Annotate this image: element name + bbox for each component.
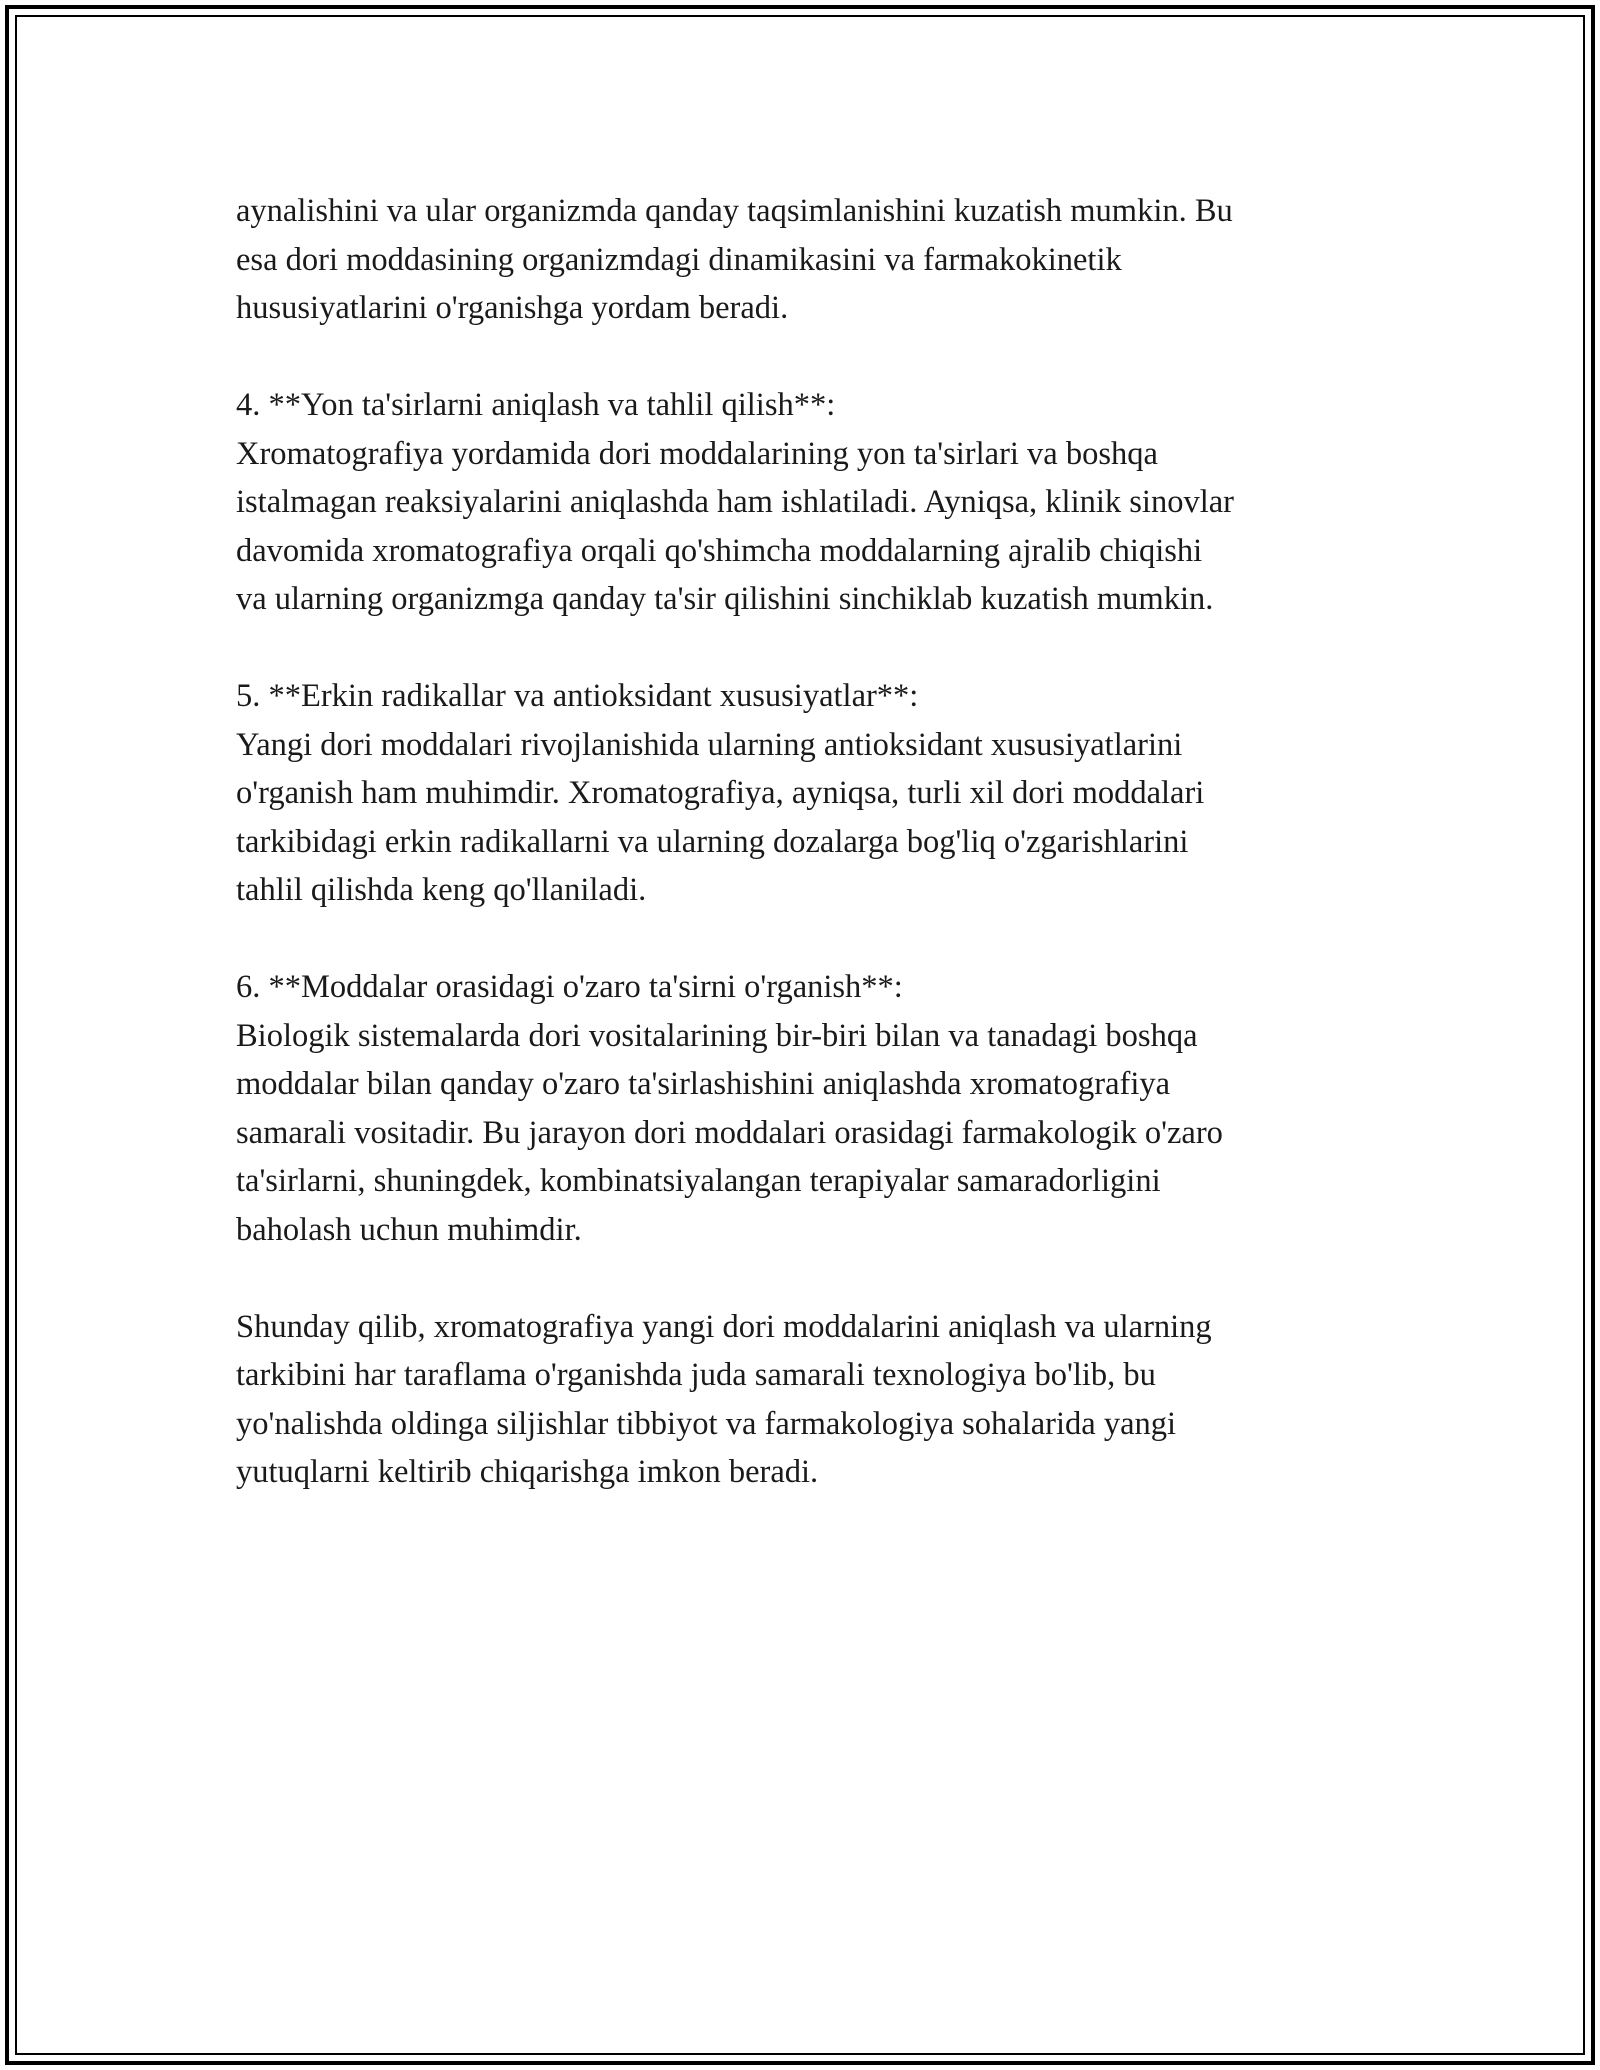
text-line: esa dori moddasining organizmdagi dinamikasini va farmakokinetik [236, 241, 1122, 278]
section-6 [236, 963, 1386, 1254]
text-line: Biologik sistemalarda dori vositalarining bir-biri bilan va tanadagi boshqa [236, 1017, 1198, 1054]
section-5 [236, 672, 1386, 915]
text-line: ta'sirlarni, shuningdek, kombinatsiyalangan terapiyalar samaradorligini [236, 1163, 1161, 1199]
text-line: aynalishini va ular organizmda qanday taqsimlanishini kuzatish mumkin. Bu [236, 193, 1233, 229]
text-line: samarali vositadir. Bu jarayon dori moddalari orasidagi farmakologik o'zaro [236, 1114, 1223, 1151]
text-line: istalmagan reaksiyalarini aniqlashda ham ishlatiladi. Ayniqsa, klinik sinovlar [236, 484, 1234, 520]
text-line: Xromatografiya yordamida dori moddalarining yon ta'sirlari va boshqa [236, 435, 1158, 472]
text-line: moddalar bilan qanday o'zaro ta'sirlashishini aniqlashda xromatografiya [236, 1066, 1171, 1102]
section-heading: 4. **Yon ta'sirlarni aniqlash va tahlil qilish**: [236, 387, 836, 423]
section-4 [236, 381, 1386, 624]
conclusion-paragraph [236, 1303, 1386, 1497]
text-line: tahlil qilishda keng qo'llaniladi. [236, 872, 647, 908]
text-line: o'rganish ham muhimdir. Xromatografiya, ayniqsa, turli xil dori moddalari [236, 775, 1205, 811]
paragraph-intro-continuation [236, 187, 1386, 333]
text-line: Shunday qilib, xromatografiya yangi dori moddalarini aniqlash va ularning [236, 1308, 1212, 1345]
document-body [236, 187, 1386, 1497]
text-line: va ularning organizmga qanday ta'sir qilishini sinchiklab kuzatish mumkin. [236, 581, 1214, 617]
text-line: yutuqlarni keltirib chiqarishga imkon beradi. [236, 1454, 819, 1490]
text-line: tarkibini har taraflama o'rganishda juda samarali texnologiya bo'lib, bu [236, 1357, 1156, 1393]
text-line: yo'nalishda oldinga siljishlar tibbiyot va farmakologiya sohalarida yangi [236, 1405, 1177, 1442]
text-line: tarkibidagi erkin radikallarni va ularning dozalarga bog'liq o'zgarishlarini [236, 823, 1189, 860]
text-line: baholash uchun muhimdir. [236, 1211, 582, 1248]
text-line: davomida xromatografiya orqali qo'shimcha moddalarning ajralib chiqishi [236, 532, 1203, 569]
section-heading: 5. **Erkin radikallar va antioksidant xususiyatlar**: [236, 678, 919, 714]
text-line: hususiyatlarini o'rganishga yordam beradi. [236, 290, 789, 326]
text-line: Yangi dori moddalari rivojlanishida ularning antioksidant xususiyatlarini [236, 726, 1183, 763]
section-heading: 6. **Moddalar orasidagi o'zaro ta'sirni o'rganish**: [236, 969, 903, 1005]
